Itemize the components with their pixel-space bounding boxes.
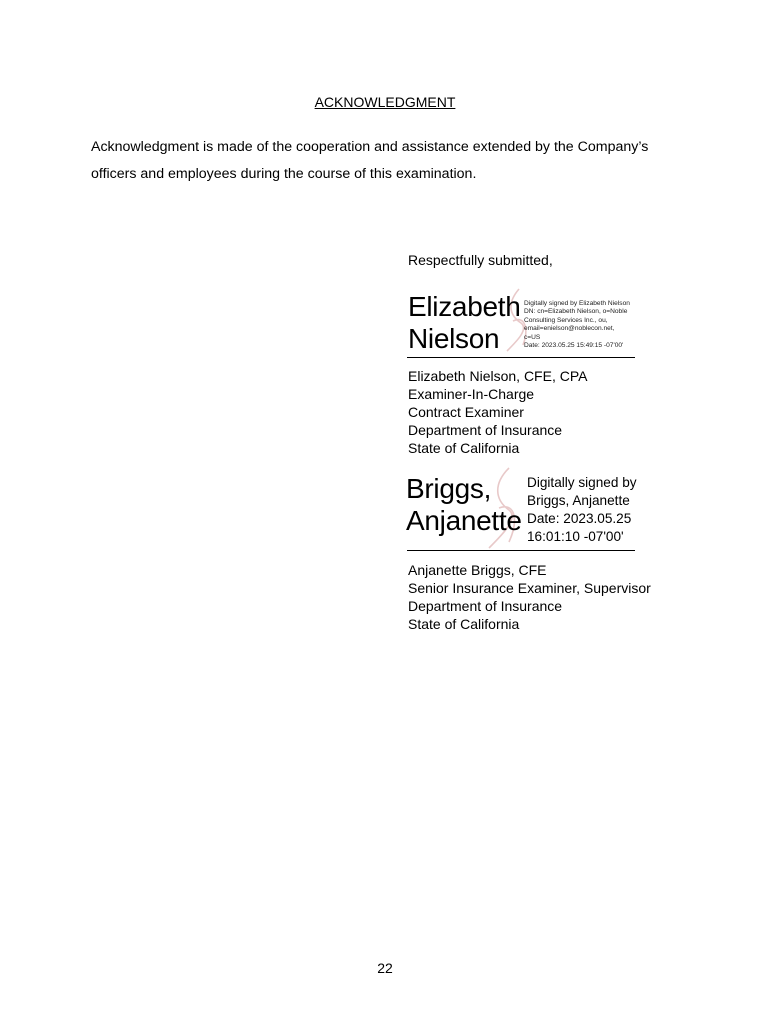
- signer-line: Elizabeth Nielson, CFE, CPA: [408, 368, 588, 384]
- signature-detail-line: Digitally signed by: [527, 475, 637, 490]
- paragraph-line: officers and employees during the course of this examination.: [91, 166, 477, 182]
- signature-detail-line: Briggs, Anjanette: [527, 493, 630, 508]
- signature-name: [408, 291, 521, 355]
- signature-detail-line: 16:01:10 -07'00': [527, 529, 624, 544]
- signature-detail-line: c=US: [524, 333, 541, 341]
- signature-detail-line: DN: cn=Elizabeth Nielson, o=Noble: [524, 308, 628, 316]
- signer-line: Department of Insurance: [408, 422, 563, 438]
- signer-line: Anjanette Briggs, CFE: [408, 562, 547, 578]
- page-heading: ACKNOWLEDGMENT: [314, 94, 456, 110]
- signer-info-nielson: [408, 367, 587, 457]
- signature-name-line: Nielson: [408, 323, 500, 354]
- signer-line: State of California: [408, 616, 520, 632]
- signer-line: State of California: [408, 440, 520, 456]
- signature-detail-line: Consulting Services Inc., ou,: [524, 316, 608, 324]
- signature-name: [406, 473, 522, 537]
- page-number: 22: [377, 960, 393, 976]
- signer-line: Department of Insurance: [408, 598, 563, 614]
- signer-info-briggs: [408, 561, 651, 633]
- signature-detail-line: Digitally signed by Elizabeth Nielson: [524, 300, 630, 307]
- signature-detail-line: Date: 2023.05.25 15:49:15 -07'00': [524, 342, 624, 350]
- acknowledgment-paragraph: [91, 134, 691, 188]
- digital-signature-nielson[interactable]: [407, 289, 635, 358]
- closing-phrase: Respectfully submitted,: [408, 252, 553, 268]
- signer-line: Senior Insurance Examiner, Supervisor: [408, 580, 651, 596]
- paragraph-line: Acknowledgment is made of the cooperation and assistance extended by the Company’s: [91, 139, 649, 155]
- signer-line: Contract Examiner: [408, 404, 524, 420]
- signer-line: Examiner-In-Charge: [408, 386, 535, 402]
- digital-signature-briggs[interactable]: [407, 470, 635, 551]
- signature-detail-line: email=enielson@noblecon.net,: [524, 325, 615, 333]
- signature-name-line: Elizabeth: [408, 291, 521, 322]
- digital-signature-details: [527, 474, 637, 546]
- digital-signature-details: [524, 300, 630, 350]
- signature-name-line: Anjanette: [406, 505, 522, 536]
- signature-detail-line: Date: 2023.05.25: [527, 511, 632, 526]
- signature-name-line: Briggs,: [406, 473, 492, 504]
